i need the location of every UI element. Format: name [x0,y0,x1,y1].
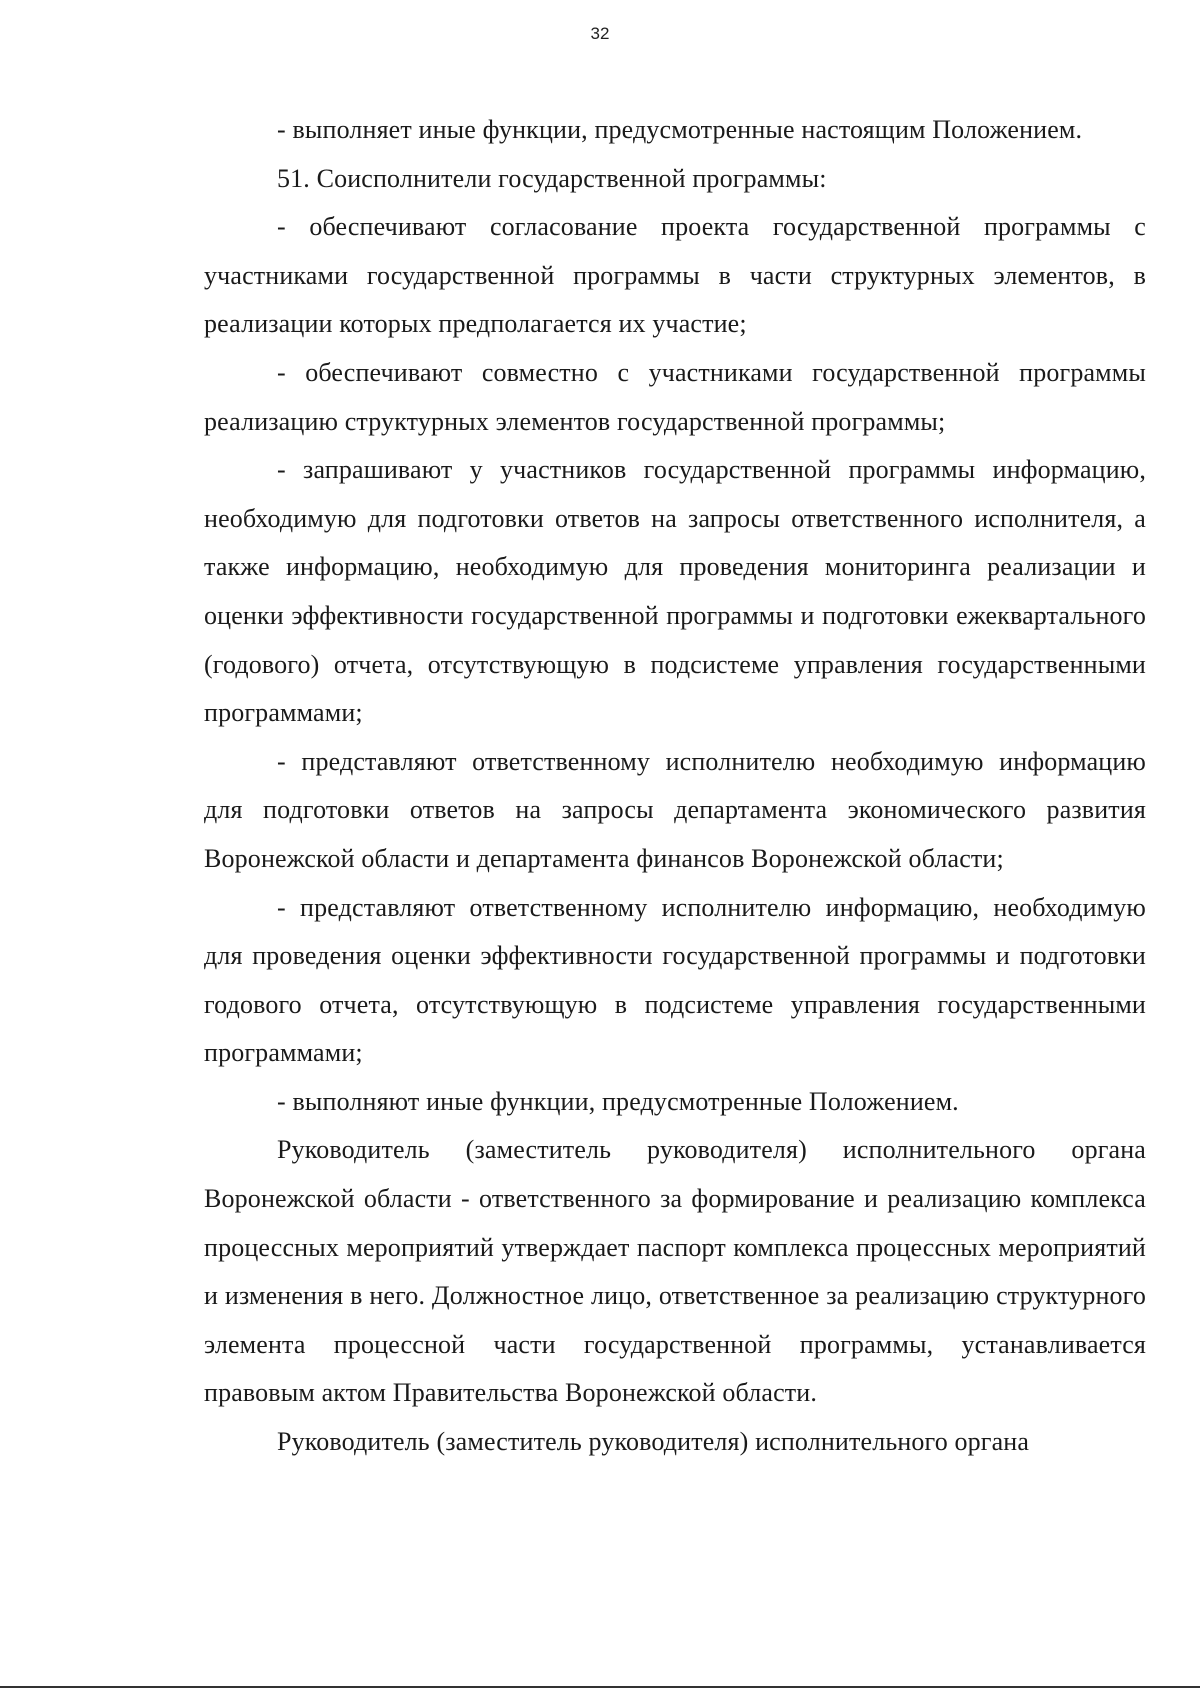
paragraph-head-continued: Руководитель (заместитель руководителя) исполнительного органа [277,1427,1030,1457]
paragraph-other-functions: - выполняет иные функции, предусмотренные настоящим Положением. [277,115,1083,144]
paragraph-provide-information-evaluation: - представляют ответственному исполнителю информацию, необходимую для проведения оценки эффективности государственной программы и подготовки годового отчета, отсутствующую в подсистеме управления государственными программами; [204,892,1146,1068]
paragraph-head-approves-passport: Руководитель (заместитель руководителя) исполнительного органа Воронежской области - ответственного за формирование и реализацию комплекса процессных мероприятий утверждает паспорт комплекса процессных мероприятий и изменения в него. Должностное лицо, ответственное за реализацию структурного элемента процессной части государственной программы, устанавливается правовым актом Правительства Воронежской области. [204,1135,1146,1408]
paragraph-clause-51-heading: 51. Соисполнители государственной программы: [277,163,827,193]
paragraph-coordination: - обеспечивают согласование проекта государственной программы с участниками государственной программы в части структурных элементов, в реализации которых предполагается их участие; [204,212,1146,339]
page-number: 32 [590,24,610,43]
paragraph-request-information: - запрашивают у участников государственной программы информацию, необходимую для подготовки ответов на запросы ответственного исполнителя, а также информацию, необходимую для проведения мониторинга реализации и оценки эффективности государственной программы и подготовки ежеквартального (годового) отчета, отсутствующую в подсистеме управления государственными программами; [204,455,1146,728]
page-bottom-divider [0,1686,1200,1688]
paragraph-joint-implementation: - обеспечивают совместно с участниками государственной программы реализацию структурных элементов государственной программы; [204,357,1146,436]
document-body [204,106,1146,1467]
paragraph-provide-information-departments: - представляют ответственному исполнителю необходимую информацию для подготовки ответов на запросы департамента экономического развития Воронежской области и департамента финансов Воронежской области; [204,746,1146,873]
paragraph-other-functions-co-executors: - выполняют иные функции, предусмотренные Положением. [277,1086,959,1116]
